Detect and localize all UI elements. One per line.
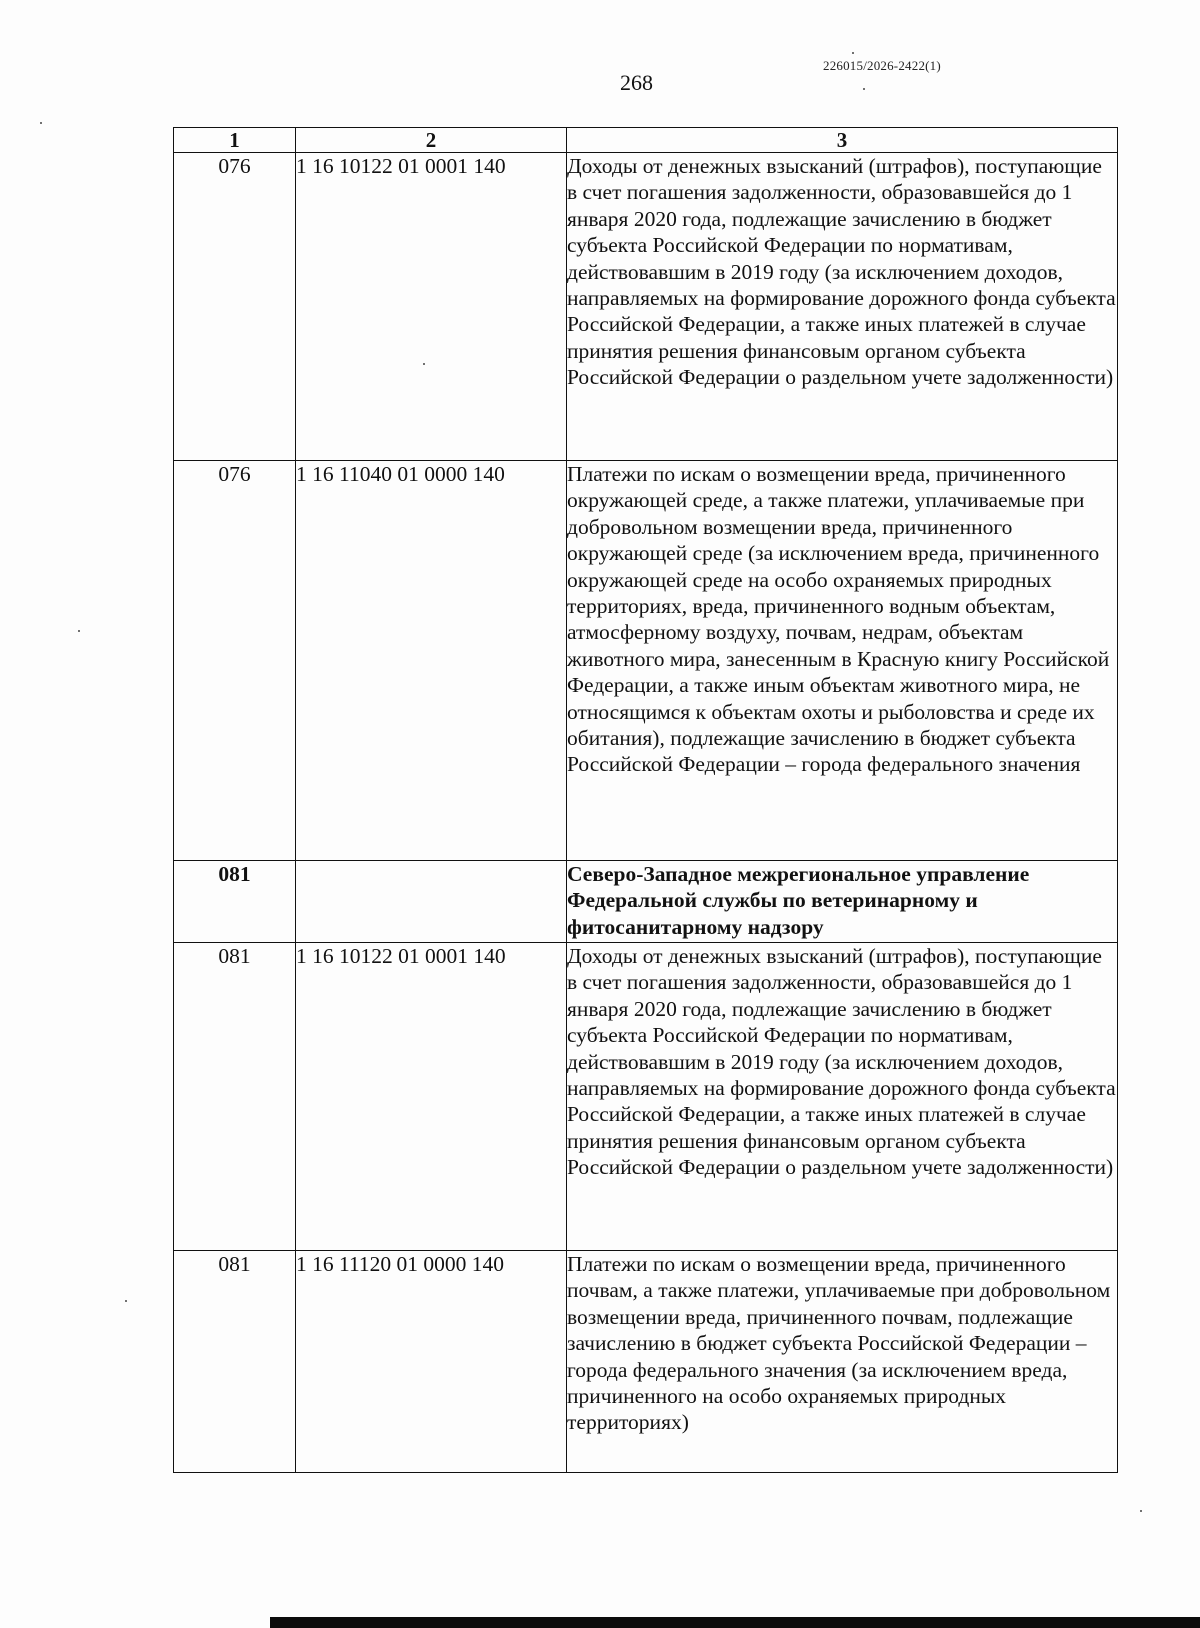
scan-speck [125,1300,127,1302]
budget-classification-code-cell: 1 16 11040 01 0000 140 [296,461,567,861]
revenue-description-cell: Доходы от денежных взысканий (штрафов), поступающие в счет погашения задолженности, образовавшейся до 1 января 2020 года, подлежащие зачислению в бюджет субъекта Российской Федерации по нормативам, действовавшим в 2019 году (за исключением доходов, направляемых на формирование дорожного фонда субъекта Российской Федерации, а также иных платежей в случае принятия решения финансовым органом субъекта Российской Федерации о раздельном учете задолженности) [567,943,1118,1251]
scan-speck [852,52,854,54]
page-number: 268 [620,70,653,95]
scan-speck [1140,1510,1142,1512]
table-row [174,461,1118,861]
document-registration-number: 226015/2026-2422(1) [823,58,941,73]
column-header-2: 2 [296,128,567,153]
budget-classification-code-cell: 1 16 10122 01 0001 140 [296,153,567,461]
budget-revenue-table [173,127,1118,1473]
table-header-row [174,128,1118,153]
budget-classification-code-cell [296,861,567,943]
section-header-row [174,861,1118,943]
administrator-code-cell: 081 [174,943,296,1251]
scan-edge-bar [270,1617,1200,1628]
scan-speck [78,630,80,632]
column-header-3: 3 [567,128,1118,153]
budget-classification-code-cell: 1 16 10122 01 0001 140 [296,943,567,1251]
scan-speck [863,88,865,90]
administrator-name-cell: Северо-Западное межрегиональное управление Федеральной службы по ветеринарному и фитосанитарному надзору [567,861,1118,943]
administrator-code-cell: 081 [174,1251,296,1473]
table-row [174,943,1118,1251]
column-header-1: 1 [174,128,296,153]
scan-speck [40,122,42,124]
table-row [174,1251,1118,1473]
revenue-description-cell: Доходы от денежных взысканий (штрафов), поступающие в счет погашения задолженности, образовавшейся до 1 января 2020 года, подлежащие зачислению в бюджет субъекта Российской Федерации по нормативам, действовавшим в 2019 году (за исключением доходов, направляемых на формирование дорожного фонда субъекта Российской Федерации, а также иных платежей в случае принятия решения финансовым органом субъекта Российской Федерации о раздельном учете задолженности) [567,153,1118,461]
administrator-code-cell: 076 [174,153,296,461]
revenue-description-cell: Платежи по искам о возмещении вреда, причиненного почвам, а также платежи, уплачиваемые при добровольном возмещении вреда, причиненного почвам, подлежащие зачислению в бюджет субъекта Российской Федерации – города федерального значения (за исключением вреда, причиненного на особо охраняемых природных территориях) [567,1251,1118,1473]
administrator-code-cell: 081 [174,861,296,943]
table-row [174,153,1118,461]
administrator-code-cell: 076 [174,461,296,861]
budget-classification-code-cell: 1 16 11120 01 0000 140 [296,1251,567,1473]
revenue-description-cell: Платежи по искам о возмещении вреда, причиненного окружающей среде, а также платежи, уплачиваемые при добровольном возмещении вреда, причиненного окружающей среде (за исключением вреда, причиненного окружающей среде на особо охраняемых природных территориях, вреда, причиненного водным объектам, атмосферному воздуху, почвам, недрам, объектам животного мира, занесенным в Красную книгу Российской Федерации, а также иным объектам животного мира, не относящимся к объектам охоты и рыболовства и среде их обитания), подлежащие зачислению в бюджет субъекта Российской Федерации – города федерального значения [567,461,1118,861]
